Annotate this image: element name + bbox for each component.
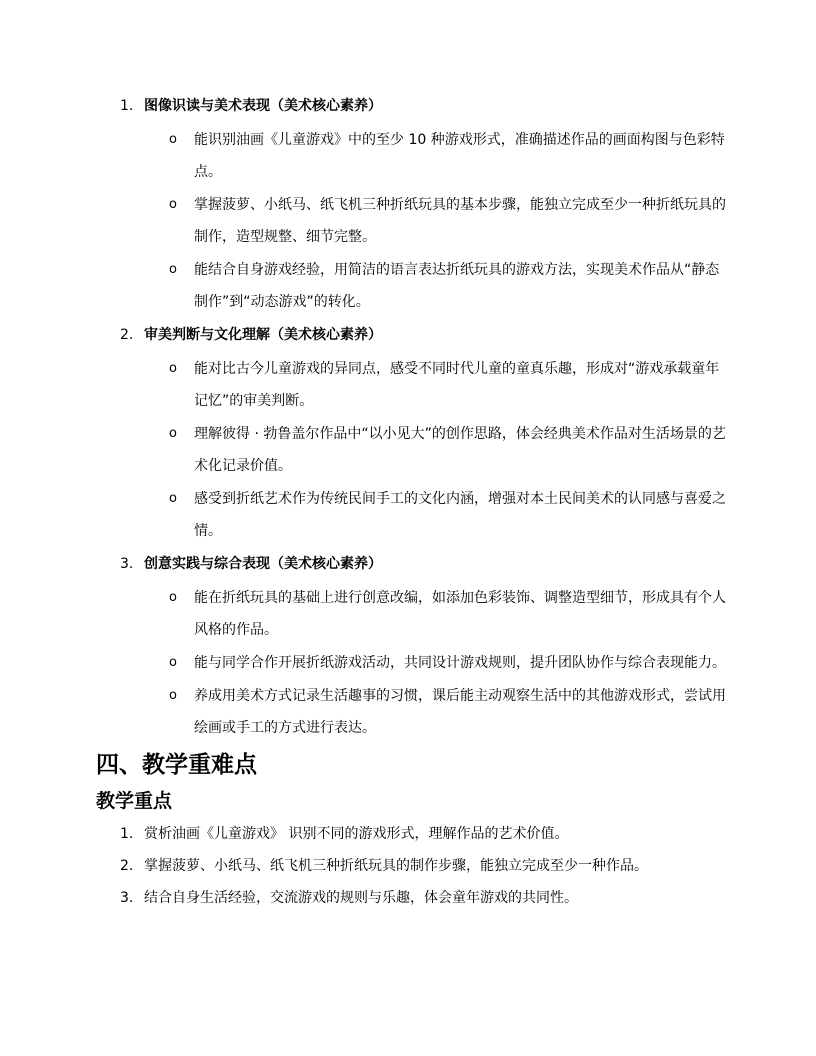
key-point-item	[96, 882, 726, 914]
list-item	[96, 189, 726, 253]
list-item	[96, 353, 726, 417]
document-content	[96, 92, 726, 914]
key-point-text: 掌握菠萝、小纸马、纸飞机三种折纸玩具的制作步骤，能独立完成至少一种作品。	[144, 858, 648, 874]
key-point-item	[96, 818, 726, 850]
list-item-text: 感受到折纸艺术作为传统民间手工的文化内涵，增强对本土民间美术的认同感与喜爱之情。	[194, 491, 726, 539]
list-number: 1.	[120, 98, 134, 114]
objective-sublist	[96, 353, 726, 547]
list-item	[96, 418, 726, 482]
list-item-text: 掌握菠萝、小纸马、纸飞机三种折纸玩具的基本步骤，能独立完成至少一种折纸玩具的制作，造型规整、细节完整。	[194, 197, 726, 245]
list-item-text: 能在折纸玩具的基础上进行创意改编，如添加色彩装饰、调整造型细节，形成具有个人风格的作品。	[194, 590, 726, 638]
bullet-icon: o	[169, 590, 177, 605]
list-item	[96, 680, 726, 744]
list-number: 1.	[120, 826, 134, 842]
list-number: 3.	[120, 890, 134, 906]
bullet-icon: o	[169, 197, 177, 212]
bullet-icon: o	[169, 688, 177, 703]
objective-title: 图像识读与美术表现（美术核心素养）	[144, 98, 382, 114]
subsection-heading: 教学重点	[96, 790, 173, 812]
objective-title: 创意实践与综合表现（美术核心素养）	[144, 556, 382, 572]
list-item	[96, 582, 726, 646]
objective-item	[96, 321, 726, 350]
objective-item	[96, 92, 726, 121]
list-item	[96, 124, 726, 188]
bullet-icon: o	[169, 262, 177, 277]
list-item	[96, 254, 726, 318]
bullet-icon: o	[169, 491, 177, 506]
bullet-icon: o	[169, 655, 177, 670]
list-item-text: 能与同学合作开展折纸游戏活动，共同设计游戏规则，提升团队协作与综合表现能力。	[194, 655, 726, 671]
list-item-text: 能结合自身游戏经验，用简洁的语言表达折纸玩具的游戏方法，实现美术作品从“静态制作”到“动态游戏”的转化。	[194, 262, 720, 310]
list-item-text: 能对比古今儿童游戏的异同点，感受不同时代儿童的童真乐趣，形成对“游戏承载童年记忆”的审美判断。	[194, 361, 720, 409]
bullet-icon: o	[169, 426, 177, 441]
objective-item	[96, 550, 726, 579]
objective-sublist	[96, 582, 726, 744]
bullet-icon: o	[169, 132, 177, 147]
list-item	[96, 483, 726, 547]
key-point-item	[96, 850, 726, 882]
list-number: 2.	[120, 327, 134, 343]
list-number: 3.	[120, 556, 134, 572]
section-heading: 四、教学重难点	[96, 752, 257, 778]
objective-title: 审美判断与文化理解（美术核心素养）	[144, 327, 382, 343]
list-number: 2.	[120, 858, 134, 874]
objective-sublist	[96, 124, 726, 318]
list-item-text: 理解彼得 · 勃鲁盖尔作品中“以小见大”的创作思路，体会经典美术作品对生活场景的艺术化记录价值。	[194, 426, 726, 474]
list-item-text: 养成用美术方式记录生活趣事的习惯，课后能主动观察生活中的其他游戏形式，尝试用绘画或手工的方式进行表达。	[194, 688, 726, 736]
list-item-text: 能识别油画《儿童游戏》中的至少 10 种游戏形式，准确描述作品的画面构图与色彩特点。	[194, 132, 725, 180]
bullet-icon: o	[169, 361, 177, 376]
key-point-text: 赏析油画《儿童游戏》 识别不同的游戏形式，理解作品的艺术价值。	[144, 826, 569, 842]
list-item	[96, 647, 726, 679]
key-point-text: 结合自身生活经验，交流游戏的规则与乐趣，体会童年游戏的共同性。	[144, 890, 578, 906]
